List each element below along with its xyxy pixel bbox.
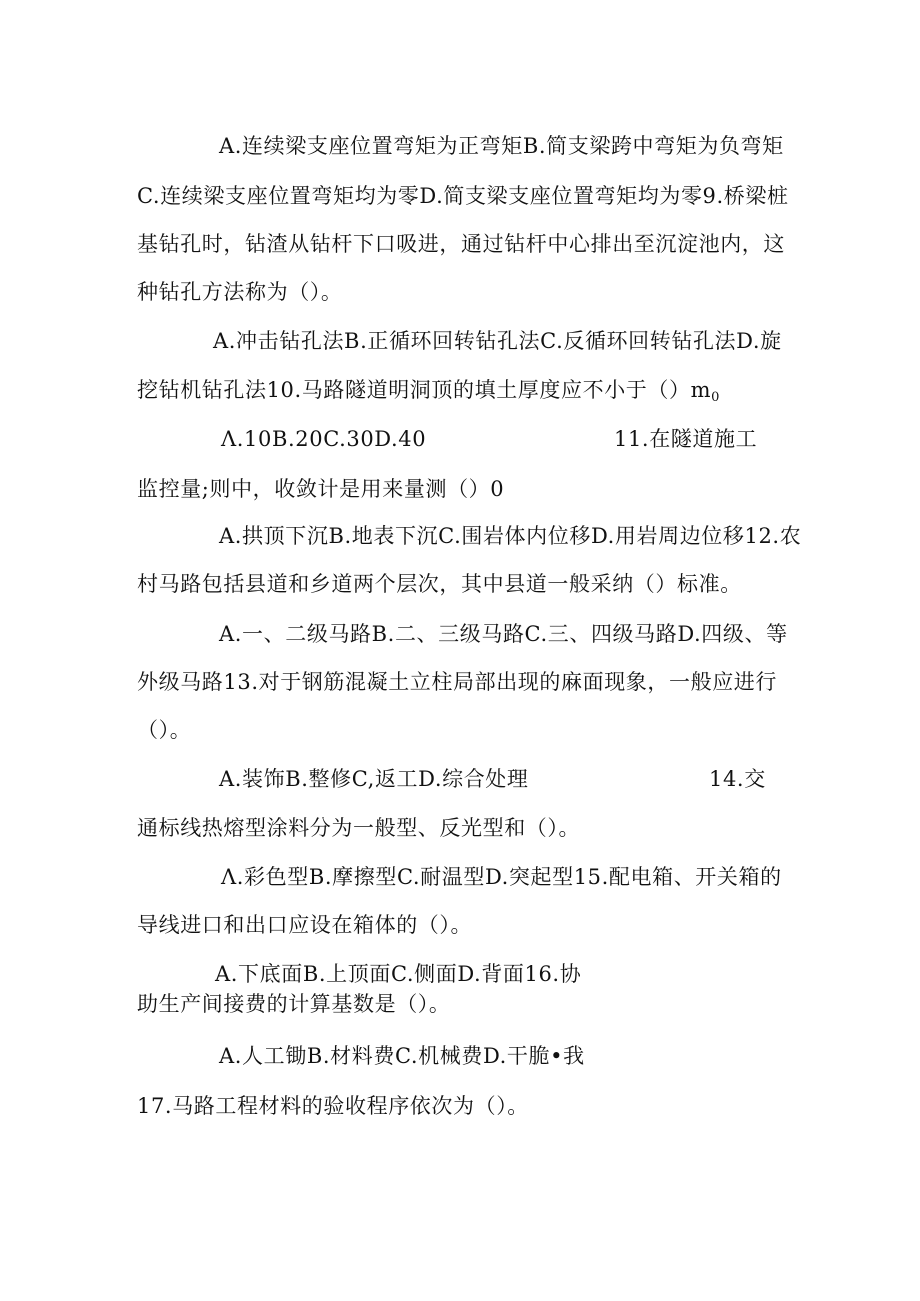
q14-question-start: 14.交: [709, 767, 766, 791]
q15-options-line: A.下底面B.上顶面C.侧面D.背面16.协: [215, 962, 582, 986]
q13-question-line-1: 外级马路13.对于钢筋混凝土立柱局部出现的麻面现象，一般应进行: [137, 670, 777, 694]
q8-options-line-1: A.连续梁支座位置弯矩为正弯矩B.简支梁跨中弯矩为负弯矩: [219, 134, 784, 158]
q9-options-line-1: A.冲击钻孔法B.正循环回转钻孔法C.反循环回转钻孔法D.旋: [213, 329, 782, 353]
q16-question-line: 助生产间接费的计算基数是（）。: [137, 992, 451, 1016]
q12-options-line: A.一、二级马路B.二、三级马路C.三、四级马路D.四级、等: [219, 622, 788, 646]
q14-question-line: 通标线热熔型涂料分为一般型、反光型和（）。: [137, 816, 581, 840]
q8-options-line-2: C.连续梁支座位置弯矩均为零D.简支梁支座位置弯矩均为零9.桥梁桩: [137, 184, 789, 208]
q13-question-line-2: （）。: [137, 718, 192, 742]
q13-options-line: A.装饰B.整修C,返工D.综合处理: [219, 767, 529, 791]
q16-options-line: A.人工锄B.材料费C.机械费D.干脆•我: [219, 1044, 585, 1068]
q10-options-line: Λ.10B.20C.30D.40: [221, 427, 427, 451]
q10-question-line: 挖钻机钻孔法10.马路隧道明洞顶的填土厚度应不小于$()m_0$: [137, 378, 720, 405]
q11-question-start: 11.在隧道施工: [614, 427, 758, 451]
q15-question-line: 导线进口和出口应设在箱体的（）。: [137, 913, 473, 937]
q12-question-line: 村马路包括县道和乡道两个层次，其中县道一般采纳（）标准。: [137, 572, 742, 596]
q9-question-line-2: 种钻孔方法称为（）。: [137, 280, 343, 304]
q9-question-line-1: 基钻孔时，钻渣从钻杆下口吸进，通过钻杆中心排出至沉淀池内，这: [137, 232, 785, 256]
q11-question-line: 监控量;则中，收敛计是用来量测（）0: [137, 477, 505, 501]
q11-options-line: A.拱顶下沉B.地表下沉C.围岩体内位移D.用岩周边位移12.农: [219, 524, 802, 548]
unit-subscript: 0: [711, 390, 720, 405]
q14-options-line: Λ.彩色型B.摩擦型C.耐温型D.突起型15.配电箱、开关箱的: [221, 865, 782, 889]
q17-question-line: 17.马路工程材料的验收程序依次为（）。: [137, 1094, 529, 1118]
